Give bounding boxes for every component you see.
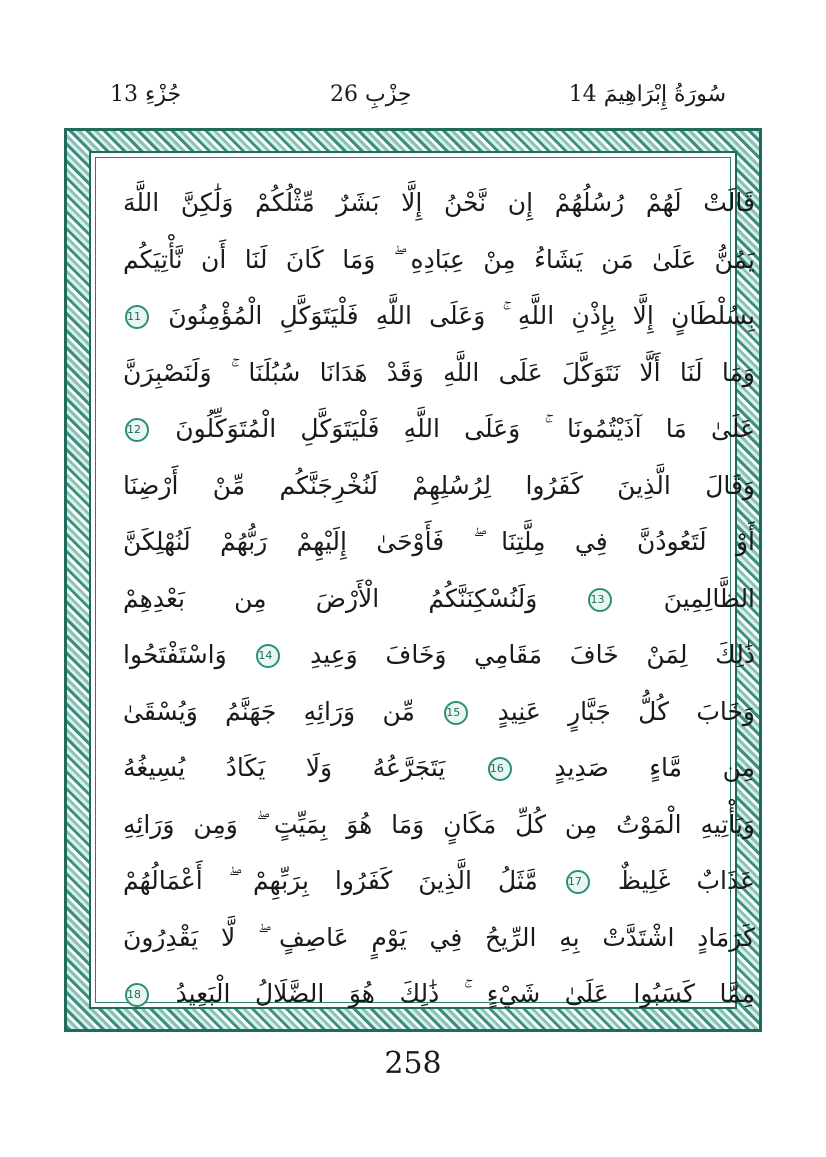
verse-text: مِن مَّاءٍ صَدِيدٍ xyxy=(554,753,755,782)
verse-text: مِّن وَرَائِهِ جَهَنَّمُ وَيُسْقَىٰ xyxy=(123,696,415,726)
text-line xyxy=(123,232,755,288)
verse-text: وَقَالَ الَّذِينَ كَفَرُوا لِرُسُلِهِمْ لَنُخْرِجَنَّكُم مِّنْ أَرْضِنَا xyxy=(123,470,755,500)
text-line xyxy=(123,288,755,344)
ayah-number-marker: 12 xyxy=(125,418,149,442)
verse-text: أَوْ لَتَعُودُنَّ فِي مِلَّتِنَا ۖ فَأَوْحَىٰ إِلَيْهِمْ رَبُّهُمْ لَنُهْلِكَنَّ xyxy=(123,527,755,556)
ayah-number-marker: 11 xyxy=(125,305,149,329)
page-number: 258 xyxy=(384,1046,442,1081)
ayah-number-marker: 17 xyxy=(566,870,590,894)
ayah-number-marker: 18 xyxy=(125,983,149,1007)
ayah-number-marker: 16 xyxy=(488,757,512,781)
verse-text: يَمُنُّ عَلَىٰ مَن يَشَاءُ مِنْ عِبَادِهِ ۖ وَمَا كَانَ لَنَا أَن نَّأْتِيَكُم xyxy=(123,244,755,274)
ornamental-frame xyxy=(64,128,762,1032)
verse-text: وَلَنُسْكِنَنَّكُمُ الْأَرْضَ مِن بَعْدِهِمْ xyxy=(123,583,538,613)
text-line xyxy=(123,175,755,231)
verse-text: كَرَمَادٍ اشْتَدَّتْ بِهِ الرِّيحُ فِي يَوْمٍ عَاصِفٍ ۖ لَّا يَقْدِرُونَ xyxy=(123,922,755,952)
verse-text: عَلَىٰ مَا آذَيْتُمُونَا ۚ وَعَلَى اللَّهِ فَلْيَتَوَكَّلِ الْمُتَوَكِّلُونَ xyxy=(175,414,755,443)
verse-text: عَذَابٌ غَلِيظٌ xyxy=(617,866,755,895)
text-line xyxy=(123,910,755,966)
verse-text: بِسُلْطَانٍ إِلَّا بِإِذْنِ اللَّهِ ۚ وَعَلَى اللَّهِ فَلْيَتَوَكَّلِ الْمُؤْمِنُونَ xyxy=(168,301,755,330)
text-line xyxy=(123,514,755,570)
verse-text: يَتَجَرَّعُهُ وَلَا يَكَادُ يُسِيغُهُ xyxy=(123,753,446,782)
text-panel xyxy=(89,151,755,1009)
hizb-label: حِزْبِ 26 xyxy=(330,82,412,107)
text-line xyxy=(123,740,755,796)
text-line xyxy=(123,571,755,627)
text-line xyxy=(123,853,755,909)
page-header xyxy=(100,82,726,122)
text-line xyxy=(123,345,755,401)
verse-text: وَمَا لَنَا أَلَّا نَتَوَكَّلَ عَلَى اللَّهِ وَقَدْ هَدَانَا سُبُلَنَا ۚ وَلَنَصْبِرَنَّ xyxy=(123,357,755,387)
verse-text: الظَّالِمِينَ xyxy=(663,583,755,613)
verse-text: وَخَابَ كُلُّ جَبَّارٍ عَنِيدٍ xyxy=(497,696,755,726)
verse-text: ذَٰلِكَ لِمَنْ خَافَ مَقَامِي وَخَافَ وَعِيدِ xyxy=(310,640,755,669)
text-line xyxy=(123,966,755,1022)
surah-label: 14 سُورَةُ إِبْرَاهِيمَ xyxy=(568,82,726,107)
verse-text: وَاسْتَفْتَحُوا xyxy=(123,640,227,669)
quran-text xyxy=(117,175,761,1035)
verse-text: قَالَتْ لَهُمْ رُسُلُهُمْ إِن نَّحْنُ إِلَّا بَشَرٌ مِّثْلُكُمْ وَلَٰكِنَّ اللَّهَ xyxy=(123,188,755,217)
verse-text: مِمَّا كَسَبُوا عَلَىٰ شَيْءٍ ۚ ذَٰلِكَ هُوَ الضَّلَالُ الْبَعِيدُ xyxy=(175,979,755,1008)
text-line xyxy=(123,684,755,740)
juz-label: جُزْءِ 13 xyxy=(110,82,182,107)
ayah-number-marker: 13 xyxy=(588,588,612,612)
text-line xyxy=(123,458,755,514)
ayah-number-marker: 14 xyxy=(256,644,280,668)
text-line xyxy=(123,627,755,683)
text-line xyxy=(123,797,755,853)
text-line xyxy=(123,401,755,457)
verse-text: وَيَأْتِيهِ الْمَوْتُ مِن كُلِّ مَكَانٍ وَمَا هُوَ بِمَيِّتٍ ۖ وَمِن وَرَائِهِ xyxy=(123,809,755,839)
verse-text: مَّثَلُ الَّذِينَ كَفَرُوا بِرَبِّهِمْ ۖ أَعْمَالُهُمْ xyxy=(123,866,538,895)
ayah-number-marker: 15 xyxy=(444,701,468,725)
